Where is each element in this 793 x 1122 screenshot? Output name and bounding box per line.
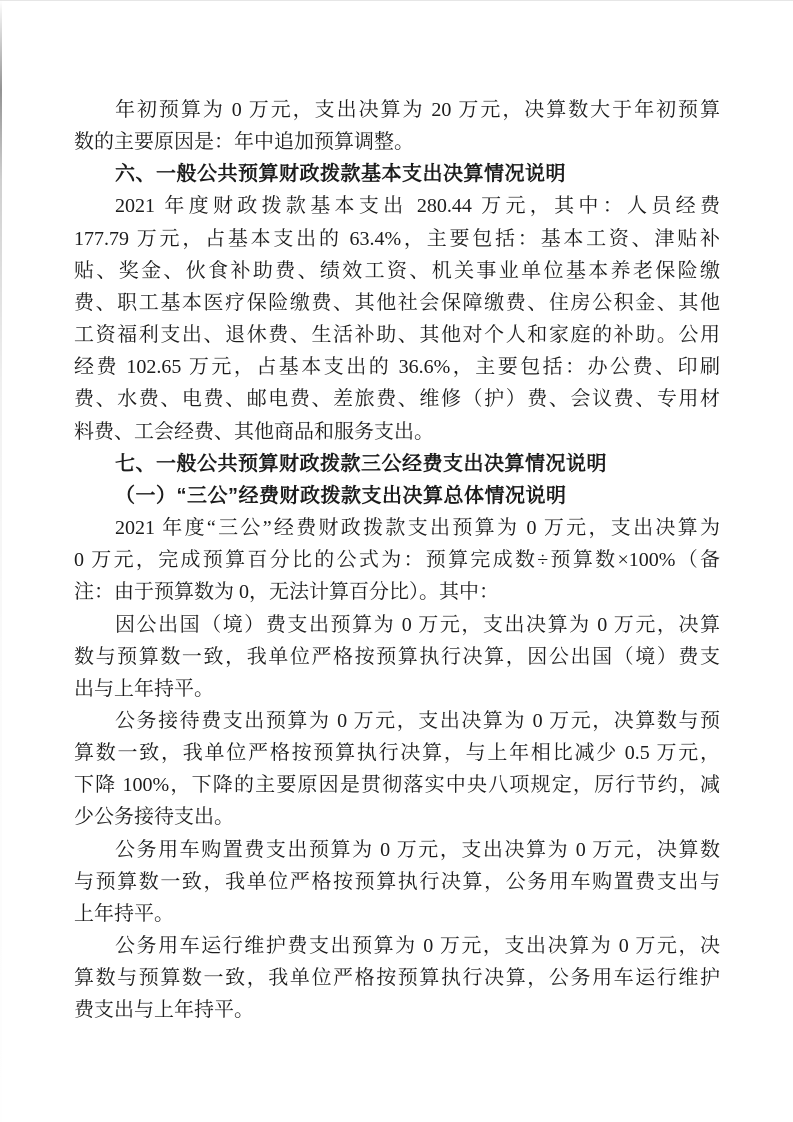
text-line: 公务用车运行维护费支出预算为 0 万元，支出决算为 0 万元，决 xyxy=(115,935,720,958)
text-line: 与预算数一致，我单位严格按预算执行决算，公务用车购置费支出与 xyxy=(74,870,720,893)
text-line: 少公务接待支出。 xyxy=(74,806,234,829)
text-line: 数的主要原因是：年中追加预算调整。 xyxy=(74,131,414,154)
text-line: 经费 102.65 万元，占基本支出的 36.6%，主要包括：办公费、印刷 xyxy=(74,356,720,379)
text-line: 算数一致，我单位严格按预算执行决算，与上年相比减少 0.5 万元， xyxy=(74,742,720,765)
page-left-edge-line xyxy=(0,0,2,1122)
text-line: 上年持平。 xyxy=(74,902,174,925)
text-lines xyxy=(74,94,720,1027)
heading-line: （一）“三公”经费财政拨款支出决算总体情况说明 xyxy=(115,484,567,507)
text-line: 工资福利支出、退休费、生活补助、其他对个人和家庭的补助。公用 xyxy=(74,324,720,347)
text-line: 算数与预算数一致，我单位严格按预算执行决算，公务用车运行维护 xyxy=(74,967,720,990)
text-line: 注：由于预算数为 0，无法计算百分比）。其中： xyxy=(74,581,499,604)
text-line: 公务接待费支出预算为 0 万元，支出决算为 0 万元，决算数与预 xyxy=(115,709,720,732)
text-line: 费、水费、电费、邮电费、差旅费、维修（护）费、会议费、专用材 xyxy=(74,388,720,411)
text-line: 贴、奖金、伙食补助费、绩效工资、机关事业单位基本养老保险缴 xyxy=(74,259,720,282)
text-line: 年初预算为 0 万元，支出决算为 20 万元，决算数大于年初预算 xyxy=(115,99,720,121)
text-line: 出与上年持平。 xyxy=(74,677,214,700)
text-line: 公务用车购置费支出预算为 0 万元，支出决算为 0 万元，决算数 xyxy=(115,838,720,861)
heading-line: 七、一般公共预算财政拨款三公经费支出决算情况说明 xyxy=(115,452,607,475)
text-line: 0 万元，完成预算百分比的公式为：预算完成数÷预算数×100%（备 xyxy=(74,549,720,572)
text-line: 2021 年度财政拨款基本支出 280.44 万元，其中：人员经费 xyxy=(115,195,720,218)
page-top-edge-line xyxy=(0,0,793,1)
text-line: 费支出与上年持平。 xyxy=(74,999,254,1022)
text-line: 料费、工会经费、其他商品和服务支出。 xyxy=(74,420,434,443)
text-line: 下降 100%，下降的主要原因是贯彻落实中央八项规定，厉行节约，减 xyxy=(74,774,720,797)
text-line: 费、职工基本医疗保险缴费、其他社会保障缴费、住房公积金、其他 xyxy=(74,291,720,314)
text-line: 2021 年度“三公”经费财政拨款支出预算为 0 万元，支出决算为 xyxy=(115,517,720,540)
heading-line: 六、一般公共预算财政拨款基本支出决算情况说明 xyxy=(115,163,566,186)
text-line: 177.79 万元，占基本支出的 63.4%，主要包括：基本工资、津贴补 xyxy=(74,227,720,250)
text-line: 因公出国（境）费支出预算为 0 万元，支出决算为 0 万元，决算 xyxy=(115,613,720,636)
text-line: 数与预算数一致，我单位严格按预算执行决算，因公出国（境）费支 xyxy=(74,645,720,668)
